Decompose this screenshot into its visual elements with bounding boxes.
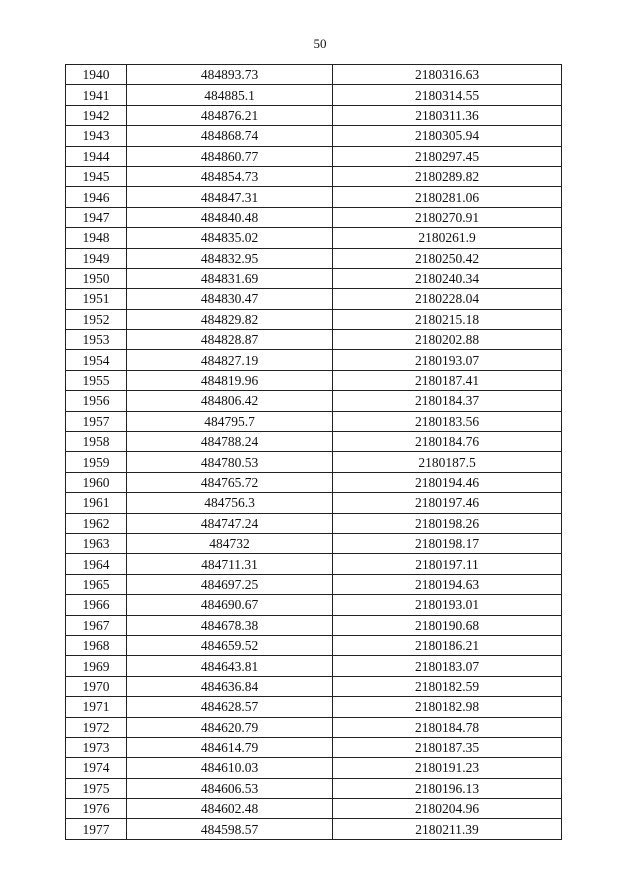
x-coordinate-cell: 484756.3 bbox=[127, 493, 333, 513]
point-number-cell: 1974 bbox=[66, 758, 127, 778]
table-row bbox=[66, 452, 562, 472]
point-number-cell: 1972 bbox=[66, 717, 127, 737]
table-row bbox=[66, 85, 562, 105]
x-coordinate-cell: 484614.79 bbox=[127, 737, 333, 757]
table-row bbox=[66, 656, 562, 676]
table-row bbox=[66, 493, 562, 513]
y-coordinate-cell: 2180314.55 bbox=[333, 85, 562, 105]
table-row bbox=[66, 533, 562, 553]
x-coordinate-cell: 484830.47 bbox=[127, 289, 333, 309]
point-number-cell: 1942 bbox=[66, 105, 127, 125]
point-number-cell: 1959 bbox=[66, 452, 127, 472]
table-row bbox=[66, 105, 562, 125]
table-row bbox=[66, 126, 562, 146]
table-row bbox=[66, 819, 562, 839]
table-row bbox=[66, 411, 562, 431]
x-coordinate-cell: 484602.48 bbox=[127, 799, 333, 819]
y-coordinate-cell: 2180182.59 bbox=[333, 676, 562, 696]
point-number-cell: 1975 bbox=[66, 778, 127, 798]
x-coordinate-cell: 484828.87 bbox=[127, 330, 333, 350]
y-coordinate-cell: 2180281.06 bbox=[333, 187, 562, 207]
y-coordinate-cell: 2180182.98 bbox=[333, 697, 562, 717]
y-coordinate-cell: 2180194.46 bbox=[333, 472, 562, 492]
y-coordinate-cell: 2180183.07 bbox=[333, 656, 562, 676]
table-row bbox=[66, 146, 562, 166]
x-coordinate-cell: 484829.82 bbox=[127, 309, 333, 329]
point-number-cell: 1945 bbox=[66, 166, 127, 186]
y-coordinate-cell: 2180184.76 bbox=[333, 432, 562, 452]
x-coordinate-cell: 484788.24 bbox=[127, 432, 333, 452]
y-coordinate-cell: 2180197.11 bbox=[333, 554, 562, 574]
y-coordinate-cell: 2180197.46 bbox=[333, 493, 562, 513]
table-row bbox=[66, 758, 562, 778]
y-coordinate-cell: 2180228.04 bbox=[333, 289, 562, 309]
table-row bbox=[66, 717, 562, 737]
table-row bbox=[66, 166, 562, 186]
point-number-cell: 1961 bbox=[66, 493, 127, 513]
y-coordinate-cell: 2180186.21 bbox=[333, 635, 562, 655]
y-coordinate-cell: 2180215.18 bbox=[333, 309, 562, 329]
y-coordinate-cell: 2180250.42 bbox=[333, 248, 562, 268]
point-number-cell: 1962 bbox=[66, 513, 127, 533]
table-row bbox=[66, 370, 562, 390]
table-row bbox=[66, 676, 562, 696]
y-coordinate-cell: 2180184.37 bbox=[333, 391, 562, 411]
y-coordinate-cell: 2180202.88 bbox=[333, 330, 562, 350]
point-number-cell: 1957 bbox=[66, 411, 127, 431]
table-row bbox=[66, 65, 562, 85]
y-coordinate-cell: 2180198.26 bbox=[333, 513, 562, 533]
y-coordinate-cell: 2180191.23 bbox=[333, 758, 562, 778]
point-number-cell: 1960 bbox=[66, 472, 127, 492]
table-row bbox=[66, 615, 562, 635]
point-number-cell: 1968 bbox=[66, 635, 127, 655]
table-row bbox=[66, 207, 562, 227]
point-number-cell: 1969 bbox=[66, 656, 127, 676]
coordinates-table bbox=[65, 64, 562, 840]
point-number-cell: 1973 bbox=[66, 737, 127, 757]
x-coordinate-cell: 484885.1 bbox=[127, 85, 333, 105]
point-number-cell: 1952 bbox=[66, 309, 127, 329]
table-row bbox=[66, 778, 562, 798]
point-number-cell: 1963 bbox=[66, 533, 127, 553]
table-row bbox=[66, 574, 562, 594]
y-coordinate-cell: 2180194.63 bbox=[333, 574, 562, 594]
table-row bbox=[66, 350, 562, 370]
x-coordinate-cell: 484835.02 bbox=[127, 228, 333, 248]
x-coordinate-cell: 484697.25 bbox=[127, 574, 333, 594]
y-coordinate-cell: 2180193.07 bbox=[333, 350, 562, 370]
y-coordinate-cell: 2180316.63 bbox=[333, 65, 562, 85]
table-row bbox=[66, 697, 562, 717]
x-coordinate-cell: 484840.48 bbox=[127, 207, 333, 227]
point-number-cell: 1958 bbox=[66, 432, 127, 452]
point-number-cell: 1946 bbox=[66, 187, 127, 207]
y-coordinate-cell: 2180261.9 bbox=[333, 228, 562, 248]
y-coordinate-cell: 2180311.36 bbox=[333, 105, 562, 125]
table-row bbox=[66, 187, 562, 207]
x-coordinate-cell: 484819.96 bbox=[127, 370, 333, 390]
point-number-cell: 1953 bbox=[66, 330, 127, 350]
table-row bbox=[66, 635, 562, 655]
x-coordinate-cell: 484765.72 bbox=[127, 472, 333, 492]
point-number-cell: 1964 bbox=[66, 554, 127, 574]
y-coordinate-cell: 2180270.91 bbox=[333, 207, 562, 227]
point-number-cell: 1949 bbox=[66, 248, 127, 268]
table-row bbox=[66, 391, 562, 411]
table-row bbox=[66, 737, 562, 757]
y-coordinate-cell: 2180305.94 bbox=[333, 126, 562, 146]
y-coordinate-cell: 2180193.01 bbox=[333, 595, 562, 615]
x-coordinate-cell: 484659.52 bbox=[127, 635, 333, 655]
y-coordinate-cell: 2180297.45 bbox=[333, 146, 562, 166]
point-number-cell: 1956 bbox=[66, 391, 127, 411]
table-row bbox=[66, 799, 562, 819]
x-coordinate-cell: 484643.81 bbox=[127, 656, 333, 676]
y-coordinate-cell: 2180187.35 bbox=[333, 737, 562, 757]
point-number-cell: 1948 bbox=[66, 228, 127, 248]
x-coordinate-cell: 484780.53 bbox=[127, 452, 333, 472]
x-coordinate-cell: 484832.95 bbox=[127, 248, 333, 268]
x-coordinate-cell: 484620.79 bbox=[127, 717, 333, 737]
x-coordinate-cell: 484831.69 bbox=[127, 268, 333, 288]
point-number-cell: 1971 bbox=[66, 697, 127, 717]
point-number-cell: 1970 bbox=[66, 676, 127, 696]
table-row bbox=[66, 309, 562, 329]
x-coordinate-cell: 484636.84 bbox=[127, 676, 333, 696]
x-coordinate-cell: 484747.24 bbox=[127, 513, 333, 533]
x-coordinate-cell: 484893.73 bbox=[127, 65, 333, 85]
point-number-cell: 1966 bbox=[66, 595, 127, 615]
y-coordinate-cell: 2180198.17 bbox=[333, 533, 562, 553]
x-coordinate-cell: 484806.42 bbox=[127, 391, 333, 411]
x-coordinate-cell: 484598.57 bbox=[127, 819, 333, 839]
point-number-cell: 1947 bbox=[66, 207, 127, 227]
point-number-cell: 1955 bbox=[66, 370, 127, 390]
x-coordinate-cell: 484690.67 bbox=[127, 595, 333, 615]
x-coordinate-cell: 484860.77 bbox=[127, 146, 333, 166]
point-number-cell: 1951 bbox=[66, 289, 127, 309]
x-coordinate-cell: 484847.31 bbox=[127, 187, 333, 207]
point-number-cell: 1943 bbox=[66, 126, 127, 146]
y-coordinate-cell: 2180240.34 bbox=[333, 268, 562, 288]
y-coordinate-cell: 2180183.56 bbox=[333, 411, 562, 431]
table-row bbox=[66, 472, 562, 492]
x-coordinate-cell: 484610.03 bbox=[127, 758, 333, 778]
table-row bbox=[66, 513, 562, 533]
point-number-cell: 1954 bbox=[66, 350, 127, 370]
x-coordinate-cell: 484827.19 bbox=[127, 350, 333, 370]
x-coordinate-cell: 484854.73 bbox=[127, 166, 333, 186]
x-coordinate-cell: 484678.38 bbox=[127, 615, 333, 635]
table-row bbox=[66, 248, 562, 268]
table-row bbox=[66, 595, 562, 615]
page-number: 50 bbox=[313, 36, 327, 51]
x-coordinate-cell: 484795.7 bbox=[127, 411, 333, 431]
y-coordinate-cell: 2180187.41 bbox=[333, 370, 562, 390]
point-number-cell: 1941 bbox=[66, 85, 127, 105]
table-row bbox=[66, 554, 562, 574]
y-coordinate-cell: 2180211.39 bbox=[333, 819, 562, 839]
table-row bbox=[66, 432, 562, 452]
point-number-cell: 1976 bbox=[66, 799, 127, 819]
x-coordinate-cell: 484628.57 bbox=[127, 697, 333, 717]
y-coordinate-cell: 2180184.78 bbox=[333, 717, 562, 737]
table-row bbox=[66, 228, 562, 248]
y-coordinate-cell: 2180196.13 bbox=[333, 778, 562, 798]
point-number-cell: 1965 bbox=[66, 574, 127, 594]
x-coordinate-cell: 484732 bbox=[127, 533, 333, 553]
table-row bbox=[66, 330, 562, 350]
point-number-cell: 1967 bbox=[66, 615, 127, 635]
point-number-cell: 1977 bbox=[66, 819, 127, 839]
x-coordinate-cell: 484606.53 bbox=[127, 778, 333, 798]
y-coordinate-cell: 2180187.5 bbox=[333, 452, 562, 472]
y-coordinate-cell: 2180204.96 bbox=[333, 799, 562, 819]
x-coordinate-cell: 484876.21 bbox=[127, 105, 333, 125]
table-row bbox=[66, 289, 562, 309]
y-coordinate-cell: 2180190.68 bbox=[333, 615, 562, 635]
table-body bbox=[66, 65, 562, 840]
point-number-cell: 1944 bbox=[66, 146, 127, 166]
y-coordinate-cell: 2180289.82 bbox=[333, 166, 562, 186]
point-number-cell: 1940 bbox=[66, 65, 127, 85]
table-row bbox=[66, 268, 562, 288]
point-number-cell: 1950 bbox=[66, 268, 127, 288]
x-coordinate-cell: 484711.31 bbox=[127, 554, 333, 574]
x-coordinate-cell: 484868.74 bbox=[127, 126, 333, 146]
